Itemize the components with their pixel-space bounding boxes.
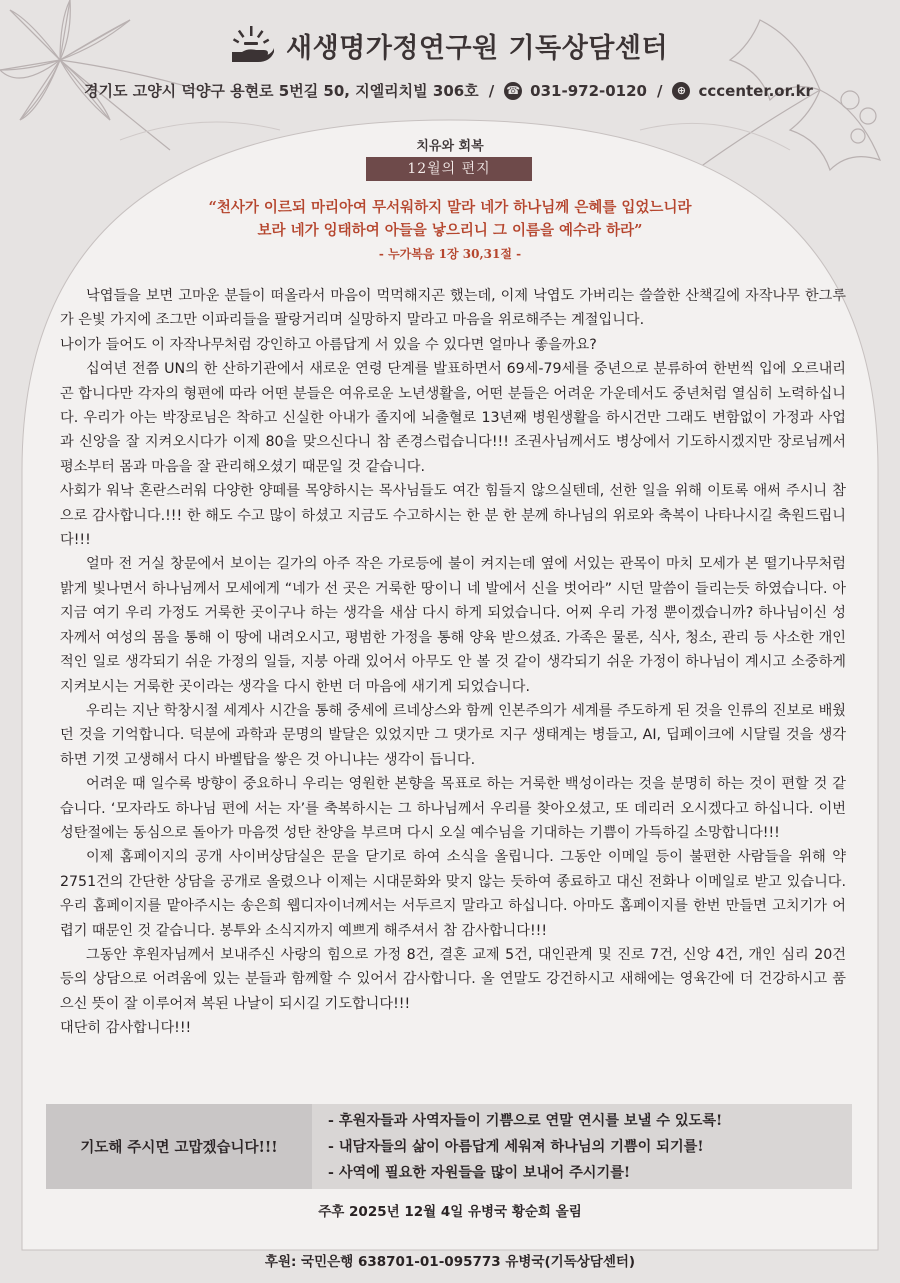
letter-subtitle: 치유와 회복 [416, 139, 484, 154]
prayer-item: - 내담자들의 삶이 아름답게 세워져 하나님의 기쁨이 되기를! [328, 1139, 704, 1155]
paragraph: 얼마 전 거실 창문에서 보이는 길가의 아주 작은 가로등에 불이 켜지는데 옆에 서있는 관목이 마치 모세가 본 떨기나무처럼 밝게 빛나면서 하나님께서 모세에게 “네가 선 곳은 거룩한 땅이니 네 발에서 신을 벗어라” 시던 말씀이 들리는듯 하였습니다. 아 지금 여기 우리 가정도 거룩한 곳이구나 하는 생각을 새삼 다시 하게 되었습니다. 어찌 우리 가정 뿐이겠습니까? 하나님이신 성자께서 여성의 몸을 통해 이 땅에 내려오시고, 평범한 가정을 통해 양육 받으셨죠. 가족은 물론, 식사, 청소, 관리 등 사소한 개인적인 일로 생각되기 쉬운 가정의 일들, 지붕 아래 있어서 아무도 안 볼 것 같이 생각되기 쉬운 가정이 하나님이 계시고 소중하게 지켜보시는 거룩한 곳이라는 생각을 다시 한번 더 마음에 새기게 되었습니다. [60, 556, 846, 695]
logo-row [228, 22, 668, 68]
month-letter-badge: 12월의 편지 [366, 157, 532, 181]
paragraph: 낙엽들을 보면 고마운 분들이 떠올라서 마음이 먹먹해지곤 했는데, 이제 낙엽도 가버리는 쓸쓸한 산책길에 자작나무 한그루가 은빛 가지에 조그만 이파리들을 팔랑거리며 실망하지 말라고 마음을 위로해주는 계절입니다. [60, 288, 846, 329]
verse-reference: - 누가복음 1장 30,31절 - [378, 247, 522, 261]
paragraph: 나이가 들어도 이 자작나무처럼 강인하고 아름답게 서 있을 수 있다면 얼마나 좋을까요? [60, 336, 597, 353]
hand-light-logo-icon [228, 22, 274, 68]
signature: 주후 2025년 12월 4일 유병국 황순희 올림 [318, 1204, 582, 1220]
globe-icon: ⊕ [672, 82, 690, 100]
verse-line: “천사가 이르되 마리아여 무서워하지 말라 네가 하나님께 은혜를 입었느니라 [208, 199, 692, 216]
donation-footer: 후원: 국민은행 638701-01-095773 유병국(기독상담센터) [264, 1254, 636, 1270]
contact-row [84, 80, 844, 101]
bible-verse [110, 196, 790, 242]
address: 경기도 고양시 덕양구 용현로 5번길 50, 지엘리치빌 306호 [84, 82, 479, 100]
prayer-request-box [46, 1104, 852, 1189]
prayer-item: - 사역에 필요한 자원들을 많이 보내어 주시기를! [328, 1165, 631, 1181]
verse-line: 보라 네가 잉태하여 아들을 낳으리니 그 이름을 예수라 하라” [257, 222, 643, 239]
website-link[interactable]: cccenter.or.kr [698, 81, 813, 100]
phone-icon: ☎ [504, 82, 522, 100]
paragraph: 십여년 전쯤 UN의 한 산하기관에서 새로운 연령 단계를 발표하면서 69세-79세를 중년으로 분류하여 한번씩 입에 오르내리곤 합니다만 각자의 형편에 따라 어떤 분들은 여유로운 노년생활을, 어떤 분들은 어려운 가운데서도 중년처럼 열심히 노력하십니다. 우리가 아는 박장로님은 착하고 신실한 아내가 졸지에 뇌출혈로 13년째 병원생활을 하시건만 그래도 변함없이 가정과 사업과 신앙을 잘 지켜오시다가 이제 80을 맞으신다니 참 존경스럽습니다!!! 조권사님께서도 병상에서 기도하시겠지만 장로님께서 평소부터 몸과 마음을 잘 관리해오셨기 때문일 것 같습니다. [60, 361, 846, 475]
paragraph: 그동안 후원자님께서 보내주신 사랑의 힘으로 가정 8건, 결혼 교제 5건, 대인관계 및 진로 7건, 신앙 4건, 개인 심리 20건 등의 상담으로 어려움에 있는 분들과 함께할 수 있어서 감사합니다. 올 연말도 강건하시고 새해에는 영육간에 더 건강하시고 품으신 뜻이 잘 이루어져 복된 나날이 되시길 기도합니다!!! [60, 946, 846, 1012]
paragraph: 이제 홈페이지의 공개 사이버상담실은 문을 닫기로 하여 소식을 올립니다. 그동안 이메일 등이 불편한 사람들을 위해 약 2751건의 간단한 상담을 공개로 올렸으나 이제는 시대문화와 맞지 않는 듯하여 종료하고 대신 전화나 이메일로 받고 있습니다. 우리 홈페이지를 맡아주시는 송은희 웹디자이너께서는 서두르지 말라고 하십니다. 아마도 홈페이지를 한번 만들면 고치기가 어렵기 때문인 것 같습니다. 봉투와 소식지까지 예쁘게 해주셔서 참 감사합니다!!! [60, 849, 846, 939]
paragraph: 우리는 지난 학창시절 세계사 시간을 통해 중세에 르네상스와 함께 인본주의가 세계를 주도하게 된 것을 인류의 진보로 배웠던 것을 기억합니다. 덕분에 과학과 문명의 발달은 있었지만 그 댓가로 지구 생태계는 병들고, AI, 딥페이크에 시달릴 것을 생각하면 기껏 고생해서 다시 바벨탑을 쌓은 것 아니냐는 생각이 듭니다. [60, 702, 846, 768]
phone-number[interactable]: 031-972-0120 [530, 81, 647, 100]
paragraph: 사회가 워낙 혼란스러워 다양한 양떼를 목양하시는 목사님들도 여간 힘들지 않으실텐데, 선한 일을 위해 이토록 애써 주시니 참으로 감사합니다.!!! 한 해도 수고 많이 하셨고 지금도 수고하시는 한 분 한 분께 하나님의 위로와 축복이 나타나시길 축원드립니다!!! [60, 483, 846, 549]
letter-body [60, 284, 846, 1041]
prayer-title: 기도해 주시면 고맙겠습니다!!! [46, 1104, 312, 1189]
prayer-item: - 후원자들과 사역자들이 기쁨으로 연말 연시를 보낼 수 있도록! [328, 1113, 723, 1129]
prayer-list [312, 1104, 852, 1189]
poinsettia-icon [0, 0, 200, 150]
separator: / [657, 81, 663, 100]
paragraph: 대단히 감사합니다!!! [60, 1020, 192, 1037]
paragraph: 어려운 때 일수록 방향이 중요하니 우리는 영원한 본향을 목표로 하는 거룩한 백성이라는 것을 분명히 하는 것이 편할 것 같습니다. ‘모자라도 하나님 편에 서는 자’를 축복하시는 그 하나님께서 우리를 찾아오셨고, 또 데리러 오시겠다고 하십니다. 이번 성탄절에는 동심으로 돌아가 마음껏 성탄 찬양을 부르며 다시 오실 예수님을 기대하는 기쁨이 가득하길 소망합니다!!! [60, 776, 846, 841]
separator: / [488, 81, 495, 100]
center-name: 새생명가정연구원 기독상담센터 [286, 32, 669, 64]
